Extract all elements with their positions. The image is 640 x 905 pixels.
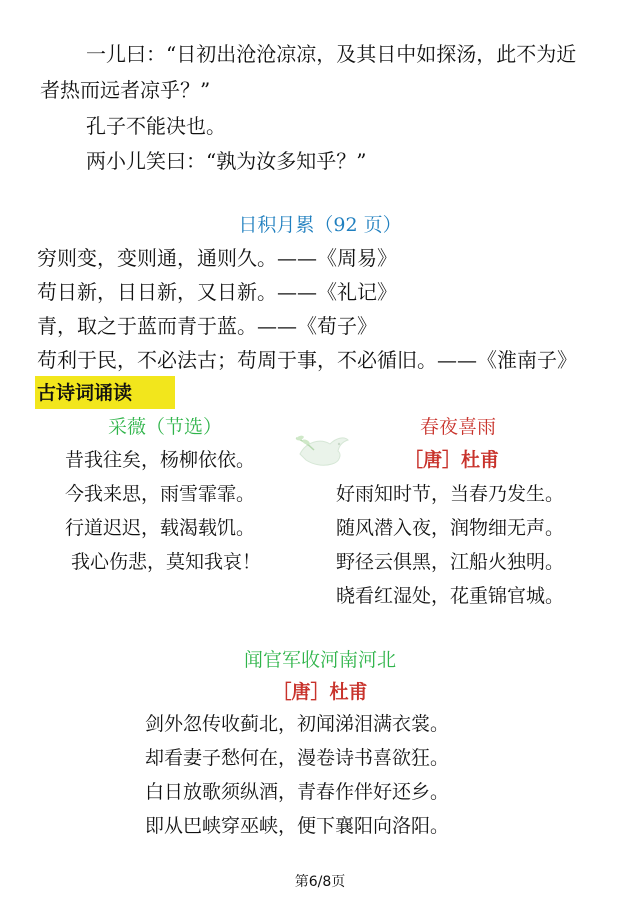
poem2-line-3: 野径云俱黑，江船火独明。 xyxy=(336,551,565,573)
poem3-line-2: 却看妻子愁何在，漫卷诗书喜欲狂。 xyxy=(145,747,450,769)
poem2-line-2: 随风潜入夜，润物细无声。 xyxy=(336,517,565,539)
poem1-line-4: 我心伤悲，莫知我哀！ xyxy=(71,551,262,573)
page-number: 第6/8页 xyxy=(294,874,346,890)
poem1-title: 采薇（节选） xyxy=(108,416,223,438)
daily-item-4: 苟利于民，不必法古；苟周于事，不必循旧。——《淮南子》 xyxy=(37,348,577,372)
daily-item-1: 穷则变，变则通，通则久。——《周易》 xyxy=(37,246,397,270)
daily-item-2: 苟日新，日日新，又日新。——《礼记》 xyxy=(37,280,397,304)
poem3-author: ［唐］杜甫 xyxy=(272,681,368,703)
story-line-1: 一儿曰：“日初出沧沧凉凉，及其日中如探汤，此不为近 xyxy=(86,42,577,66)
daily-section-title: 日积月累（92 页） xyxy=(238,214,402,236)
story-line-4: 两小儿笑曰：“孰为汝多知乎？” xyxy=(86,149,367,173)
poem1-line-2: 今我来思，雨雪霏霏。 xyxy=(65,483,256,505)
poem3-line-4: 即从巴峡穿巫峡，便下襄阳向洛阳。 xyxy=(145,815,450,837)
poem1-line-3: 行道迟迟，载渴载饥。 xyxy=(65,517,256,539)
poem2-title: 春夜喜雨 xyxy=(420,416,497,438)
daily-item-3: 青，取之于蓝而青于蓝。——《荀子》 xyxy=(37,314,377,338)
poem3-line-3: 白日放歌须纵酒，青春作伴好还乡。 xyxy=(145,781,450,803)
story-line-2: 者热而远者凉乎？” xyxy=(40,78,211,102)
poem2-author: ［唐］杜甫 xyxy=(404,449,500,471)
poem3-title: 闻官军收河南河北 xyxy=(243,649,396,671)
story-line-3: 孔子不能决也。 xyxy=(86,114,226,138)
poem2-line-1: 好雨知时节，当春乃发生。 xyxy=(336,483,565,505)
poem1-line-1: 昔我往矣，杨柳依依。 xyxy=(65,449,256,471)
dove-olive-branch-icon xyxy=(292,424,352,476)
poem3-line-1: 剑外忽传收蓟北，初闻涕泪满衣裳。 xyxy=(145,713,450,735)
recitation-label: 古诗词诵读 xyxy=(37,382,133,404)
poem2-line-4: 晓看红湿处，花重锦官城。 xyxy=(336,585,565,607)
